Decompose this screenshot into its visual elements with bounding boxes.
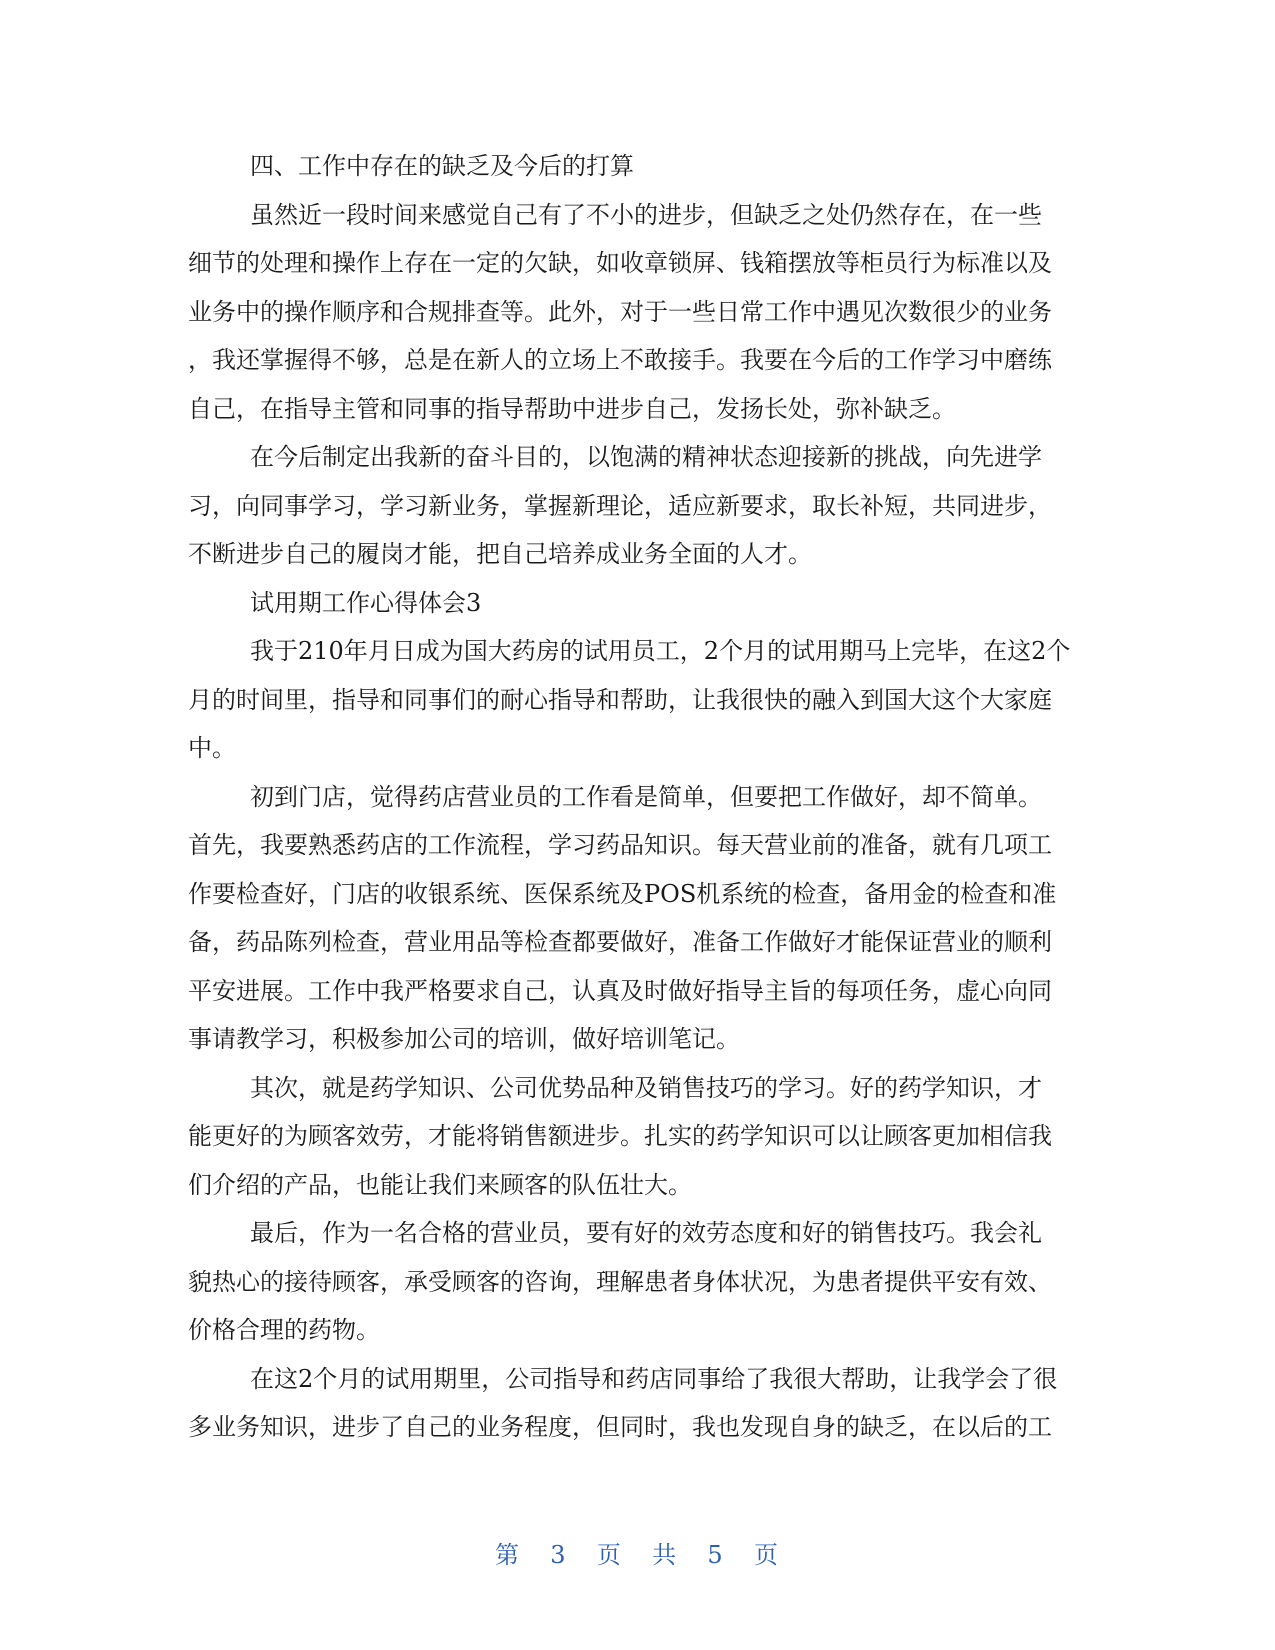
paragraph bbox=[188, 773, 1088, 1064]
text-line: 最后，作为一名合格的营业员，要有好的效劳态度和好的销售技巧。我会礼 bbox=[250, 1219, 1042, 1247]
text-line: 习，向同事学习，学习新业务，掌握新理论，适应新要求，取长补短，共同进步， bbox=[188, 491, 1052, 520]
text-line: 备，药品陈列检查，营业用品等检查都要做好，准备工作做好才能保证营业的顺利 bbox=[188, 928, 1052, 956]
text-line: 业务中的操作顺序和合规排查等。此外，对于一些日常工作中遇见次数很少的业务 bbox=[188, 297, 1052, 326]
text-line: 初到门店，觉得药店营业员的工作看是简单，但要把工作做好，却不简单。 bbox=[250, 782, 1042, 811]
text-line: 自己，在指导主管和同事的指导帮助中进步自己，发扬长处，弥补缺乏。 bbox=[188, 394, 956, 423]
paragraph bbox=[188, 191, 1088, 434]
text-line: 试用期工作心得体会3 bbox=[250, 588, 482, 617]
text-line: 在这2个月的试用期里，公司指导和药店同事给了我很大帮助，让我学会了很 bbox=[250, 1364, 1058, 1393]
text-line: 虽然近一段时间来感觉自己有了不小的进步，但缺乏之处仍然存在，在一些 bbox=[250, 200, 1042, 229]
total-pages-number: 5 bbox=[707, 1541, 725, 1569]
footer-page-word-2: 页 bbox=[753, 1541, 780, 1569]
document-body bbox=[188, 142, 1088, 1452]
text-line: 多业务知识，进步了自己的业务程度，但同时，我也发现自身的缺乏，在以后的工 bbox=[188, 1413, 1052, 1441]
section-heading bbox=[188, 142, 1088, 191]
text-line: 貌热心的接待顾客，承受顾客的咨询，理解患者身体状况，为患者提供平安有效、 bbox=[188, 1267, 1052, 1296]
text-line: 在今后制定出我新的奋斗目的，以饱满的精神状态迎接新的挑战，向先进学 bbox=[250, 443, 1042, 471]
page-footer bbox=[0, 1535, 1275, 1570]
paragraph bbox=[188, 627, 1088, 773]
text-line: ，我还掌握得不够，总是在新人的立场上不敢接手。我要在今后的工作学习中磨练 bbox=[188, 346, 1052, 374]
text-line: 平安进展。工作中我严格要求自己，认真及时做好指导主旨的每项任务，虚心向同 bbox=[188, 976, 1052, 1005]
paragraph bbox=[188, 1355, 1088, 1452]
text-line: 价格合理的药物。 bbox=[188, 1316, 380, 1344]
text-line: 首先，我要熟悉药店的工作流程，学习药品知识。每天营业前的准备，就有几项工 bbox=[188, 831, 1052, 859]
text-line: 月的时间里，指导和同事们的耐心指导和帮助，让我很快的融入到国大这个大家庭 bbox=[188, 685, 1052, 714]
text-line: 作要检查好，门店的收银系统、医保系统及POS机系统的检查，备用金的检查和准 bbox=[188, 879, 1057, 908]
footer-prefix: 第 bbox=[495, 1541, 522, 1569]
text-line: 事请教学习，积极参加公司的培训，做好培训笔记。 bbox=[188, 1025, 740, 1053]
text-line: 能更好的为顾客效劳，才能将销售额进步。扎实的药学知识可以让顾客更加相信我 bbox=[188, 1122, 1052, 1150]
text-line: 其次，就是药学知识、公司优势品种及销售技巧的学习。好的药学知识，才 bbox=[250, 1073, 1042, 1102]
footer-page-word: 页 bbox=[596, 1541, 623, 1569]
current-page-number: 3 bbox=[550, 1541, 568, 1569]
text-line: 中。 bbox=[188, 734, 236, 762]
text-line: 细节的处理和操作上存在一定的欠缺，如收章锁屏、钱箱摆放等柜员行为标准以及 bbox=[188, 249, 1052, 277]
paragraph bbox=[188, 433, 1088, 579]
text-line: 们介绍的产品，也能让我们来顾客的队伍壮大。 bbox=[188, 1170, 692, 1199]
section-heading bbox=[188, 579, 1088, 628]
paragraph bbox=[188, 1209, 1088, 1355]
text-line: 我于210年月日成为国大药房的试用员工，2个月的试用期马上完毕，在这2个 bbox=[250, 637, 1071, 665]
paragraph bbox=[188, 1064, 1088, 1210]
text-line: 不断进步自己的履岗才能，把自己培养成业务全面的人才。 bbox=[188, 540, 812, 568]
text-line: 四、工作中存在的缺乏及今后的打算 bbox=[250, 152, 634, 180]
footer-total-prefix: 共 bbox=[652, 1541, 679, 1569]
